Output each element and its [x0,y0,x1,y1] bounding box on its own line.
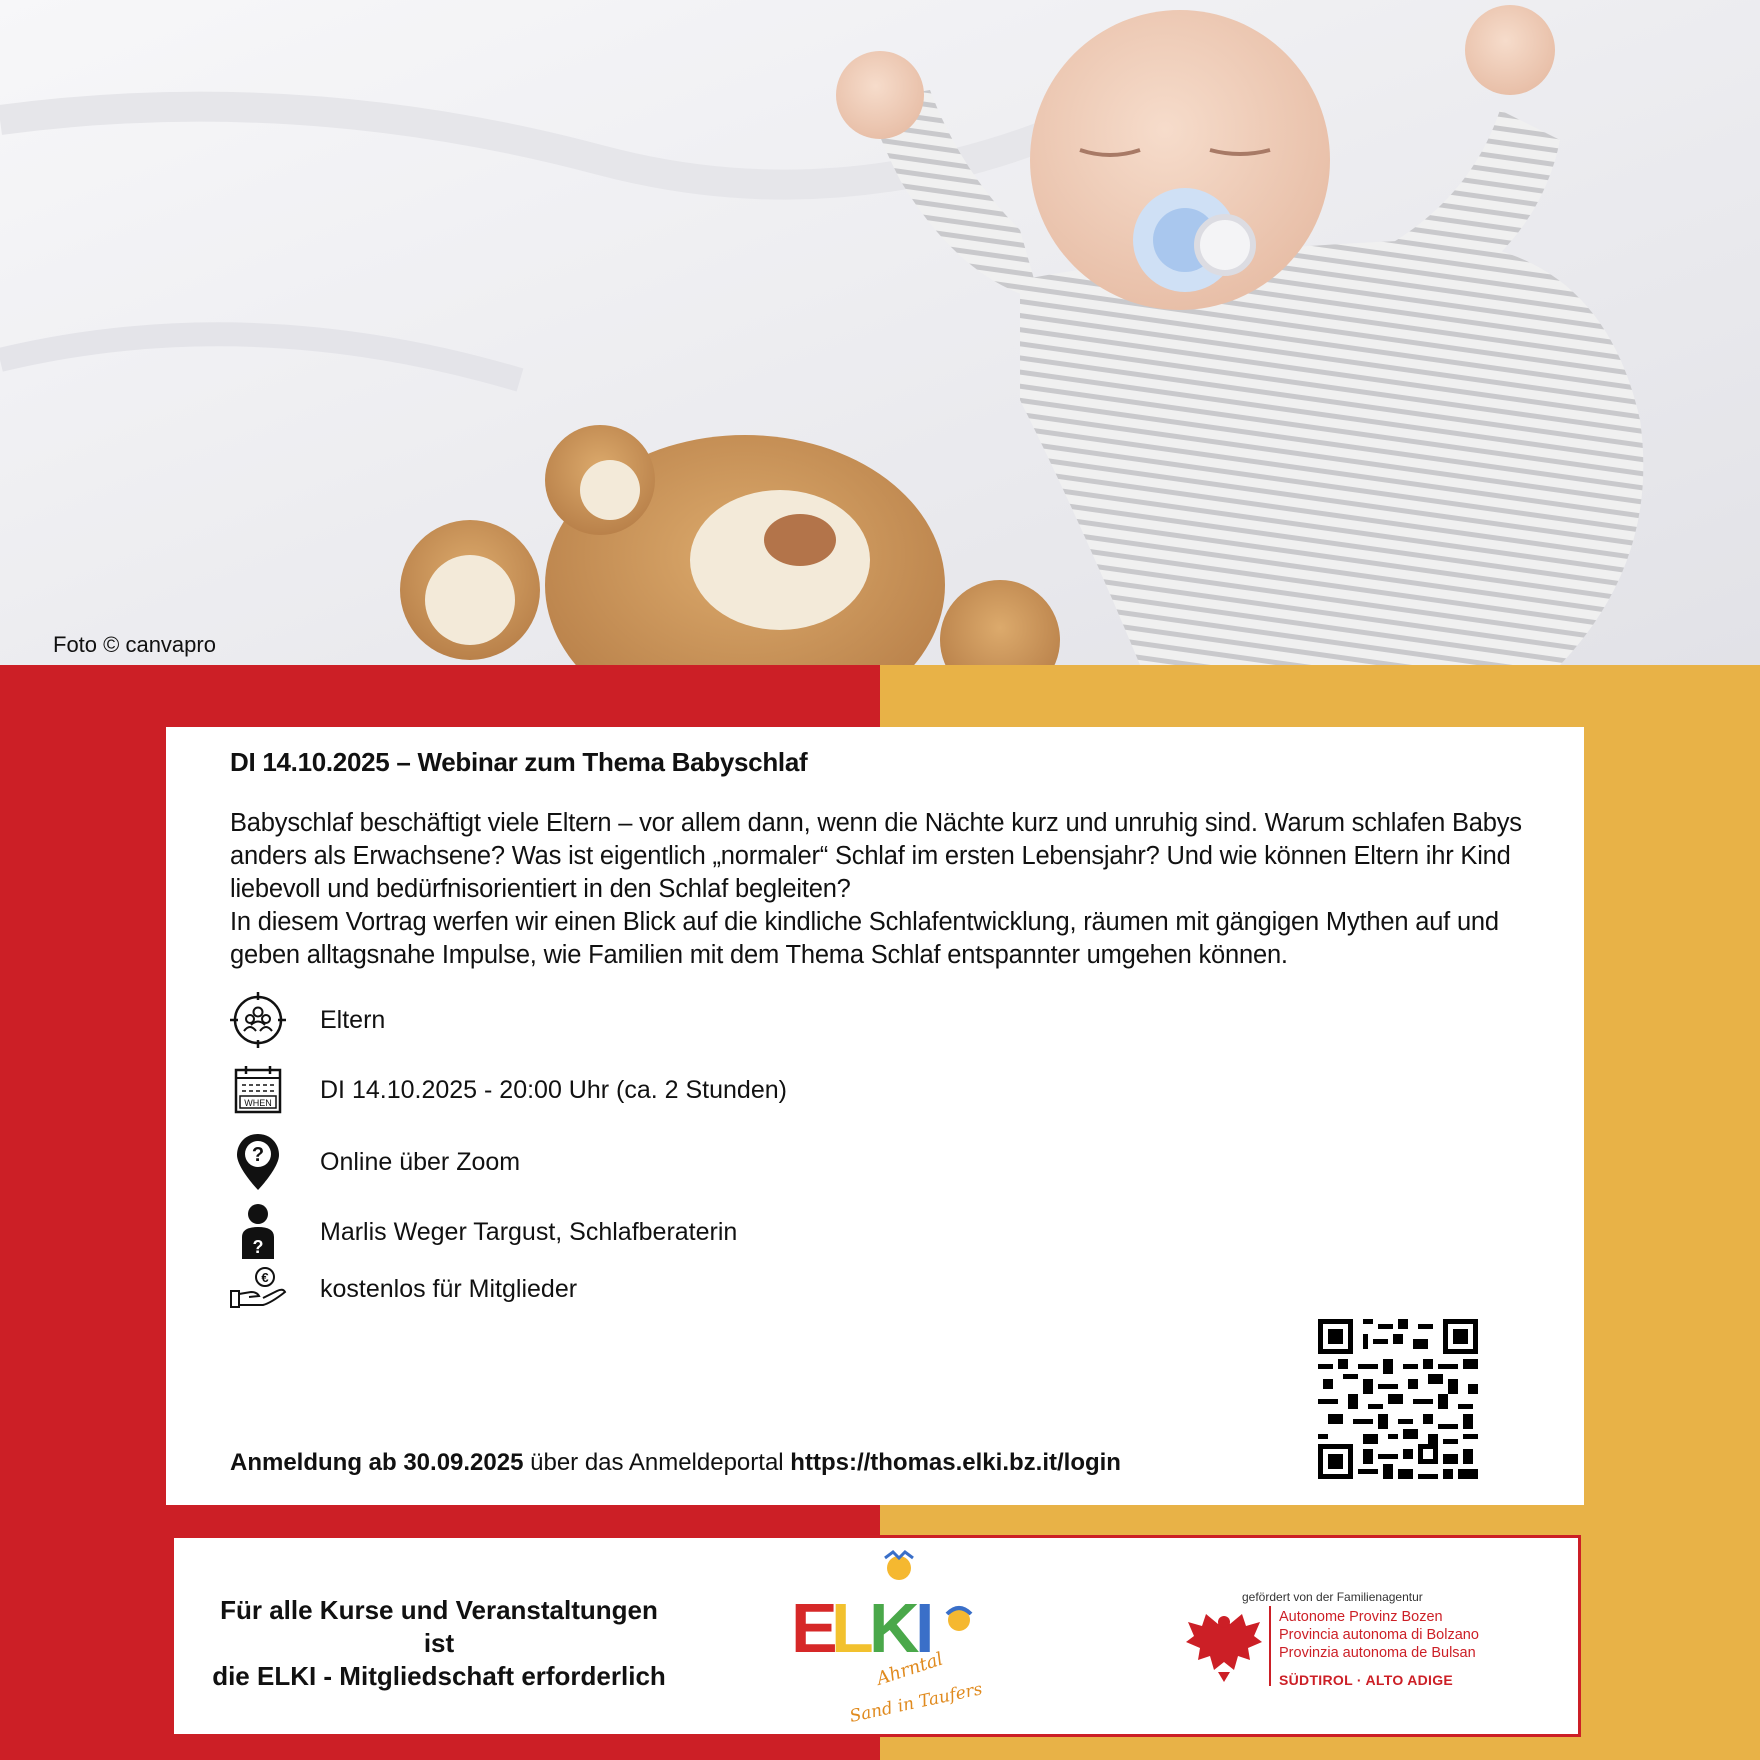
event-title: DI 14.10.2025 – Webinar zum Thema Babyschlaf [230,747,808,777]
price-text: kostenlos für Mitglieder [320,1274,578,1303]
svg-text:€: € [261,1270,269,1285]
info-row-target-group [228,990,386,1050]
svg-text:?: ? [251,1144,265,1166]
province-names [1279,1608,1479,1662]
province-name-lad: Provinzia autonoma de Bulsan [1279,1645,1476,1661]
location-text: Online über Zoom [320,1147,521,1176]
footer-box [171,1535,1581,1737]
province-region: SÜDTIROL · ALTO ADIGE [1279,1672,1454,1688]
info-row-price [228,1259,578,1319]
elki-script-1: Ahrntal [874,1648,946,1690]
qr-code[interactable] [1318,1319,1478,1479]
euro-hand-icon [228,1259,288,1319]
elki-letter-e: E [791,1589,838,1667]
registration-middle: über das Anmeldeportal [523,1449,791,1476]
elki-script-2: Sand in Taufers [847,1679,985,1727]
photo-credit: Foto © canvapro [53,632,216,657]
registration-line [230,1449,1121,1477]
elki-letter-k: K [869,1589,920,1667]
eagle-coat-of-arms-icon [1184,1606,1264,1686]
speaker-text: Marlis Weger Targust, Schlafberaterin [320,1217,738,1246]
description-paragraph-1: Babyschlaf beschäftigt viele Eltern – vor allem dann, wenn die Nächte kurz und unruhig sind. Warum schlafen Babys anders als Erwachsene? Was ist eigentlich „normaler“ Schlaf im ersten Lebensjahr? Und wie können Eltern ihr Kind liebevoll und bedürfnisorientiert in den Schlaf begleiten? [230,809,1522,903]
event-card [166,727,1584,1505]
info-row-location [228,1132,521,1192]
person-question-icon [228,1202,288,1262]
location-pin-question-icon [228,1132,288,1192]
membership-notice [204,1594,674,1693]
svg-text:?: ? [252,1237,264,1257]
info-row-date [228,1060,787,1120]
registration-url[interactable]: https://thomas.elki.bz.it/login [790,1449,1121,1476]
elki-letter-l: L [831,1589,874,1667]
province-divider [1269,1606,1271,1686]
sleeping-baby-illustration [0,0,1760,665]
membership-line-1: Für alle Kurse und Veranstaltungen ist [220,1595,658,1658]
registration-label: Anmeldung ab 30.09.2025 [230,1449,524,1476]
date-time-text: DI 14.10.2025 - 20:00 Uhr (ca. 2 Stunden) [320,1075,787,1104]
header-photo [0,0,1760,665]
elki-letter-i: I [915,1589,935,1667]
province-funding-note: gefördert von der Familienagentur [1242,1590,1423,1604]
target-group-text: Eltern [320,1005,386,1034]
event-description [230,807,1550,972]
info-row-speaker [228,1202,738,1262]
membership-line-2: die ELKI - Mitgliedschaft erforderlich [212,1661,666,1691]
province-name-it: Provincia autonoma di Bolzano [1279,1627,1479,1643]
province-name-de: Autonome Provinz Bozen [1279,1609,1443,1625]
target-group-icon [228,990,288,1050]
calendar-icon [228,1060,288,1120]
calendar-icon-label: WHEN [244,1098,272,1108]
elki-logo [789,1550,989,1730]
description-paragraph-2: In diesem Vortrag werfen wir einen Blick auf die kindliche Schlafentwicklung, räumen mit gängigen Mythen auf und geben alltagsnahe Impulse, wie Familien mit dem Thema Schlaf entspannter umgehen können. [230,908,1499,969]
